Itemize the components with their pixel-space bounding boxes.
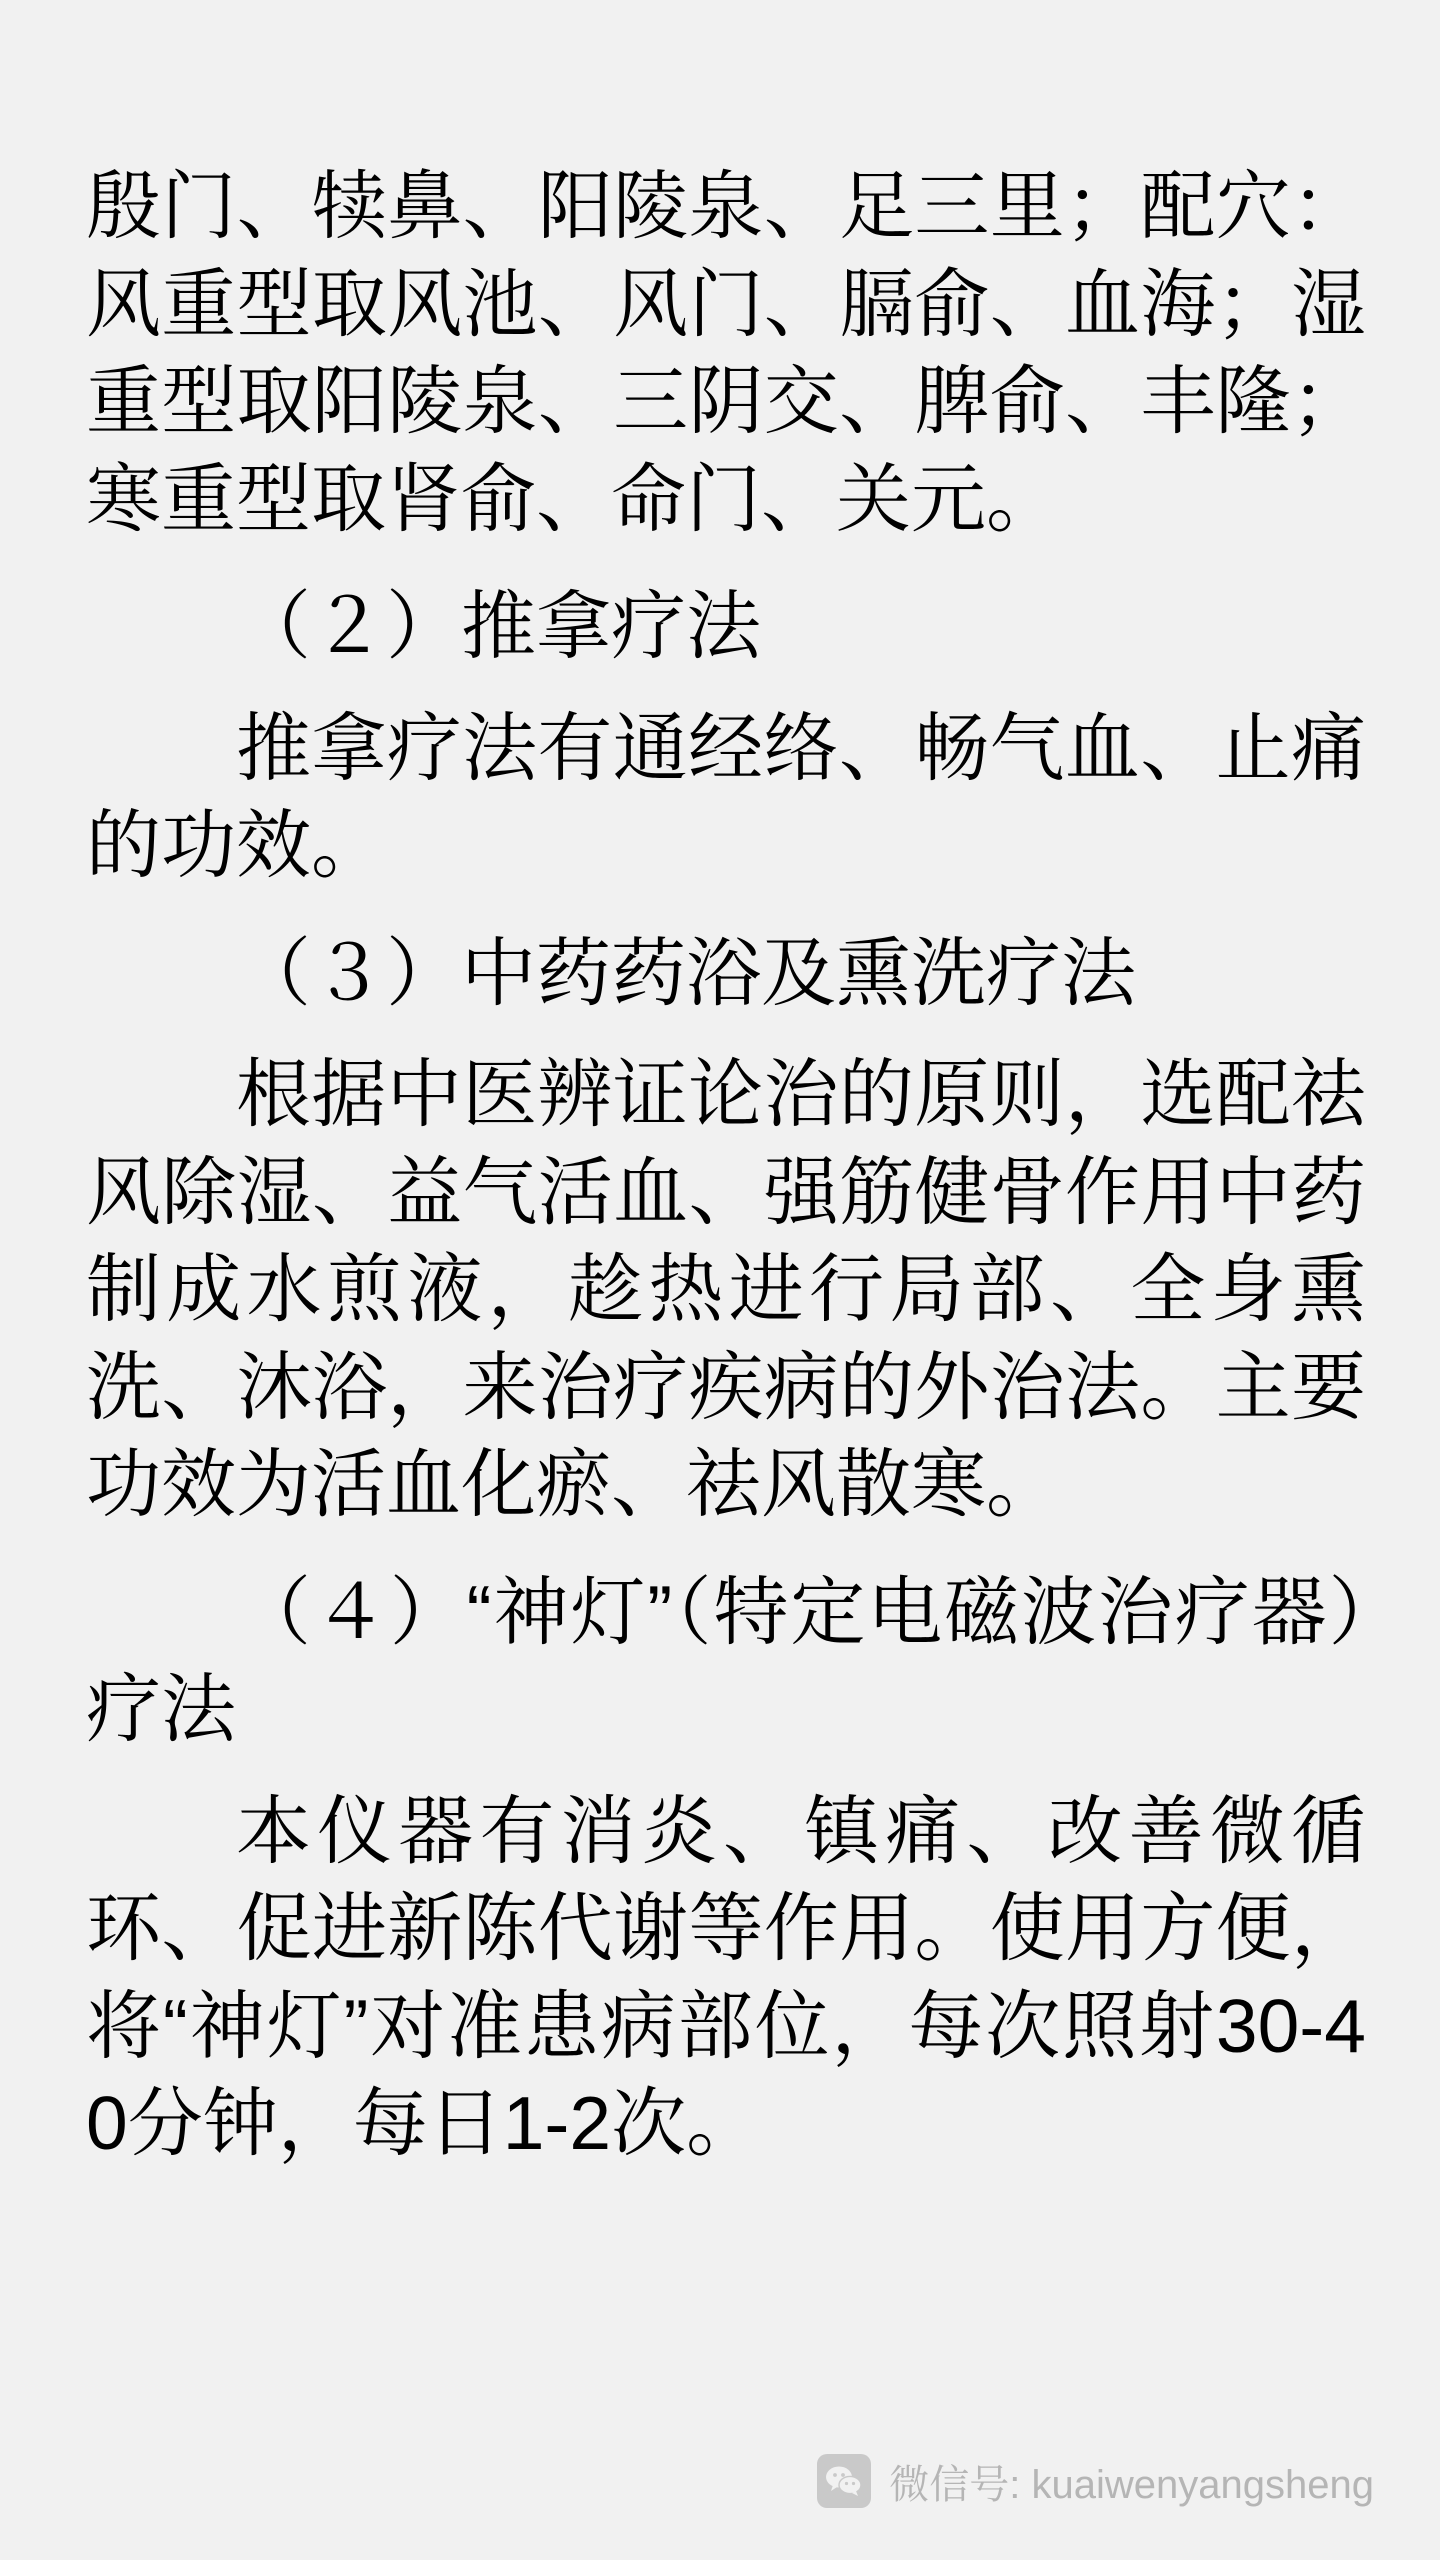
section-heading-lamp: （４）“神灯”（特定电磁波治疗器）疗法 — [86, 1569, 1366, 1751]
paragraph-acupoints: 殷门、犊鼻、阳陵泉、足三里；配穴：风重型取风池、风门、膈俞、血海；湿重型取阳陵泉、三阴交、脾俞、丰隆；寒重型取肾俞、命门、关元。 — [86, 164, 1366, 541]
paragraph-herbal-bath-body: 根据中医辨证论治的原则，选配祛风除湿、益气活血、强筋健骨作用中药制成水煎液，趁热进行局部、全身熏洗、沐浴，来治疗疾病的外治法。主要功效为活血化瘀、祛风散寒。 — [86, 1052, 1366, 1526]
paragraph-lamp-body: 本仪器有消炎、镇痛、改善微循环、促进新陈代谢等作用。使用方便，将“神灯”对准患病部位，每次照射30-40分钟，每日1-2次。 — [86, 1788, 1366, 2165]
article-body — [86, 158, 1366, 2177]
paragraph-tuina-body: 推拿疗法有通经络、畅气血、止痛的功效。 — [86, 705, 1366, 887]
wechat-icon — [817, 2454, 871, 2508]
wechat-account-badge — [817, 2453, 1374, 2510]
footer-watermark — [0, 2436, 1440, 2526]
wechat-account-label: 微信号: kuaiwenyangsheng — [889, 2462, 1374, 2507]
section-heading-tuina: （２）推拿疗法 — [236, 584, 762, 668]
section-heading-herbal-bath: （３）中药药浴及熏洗疗法 — [236, 930, 1137, 1015]
